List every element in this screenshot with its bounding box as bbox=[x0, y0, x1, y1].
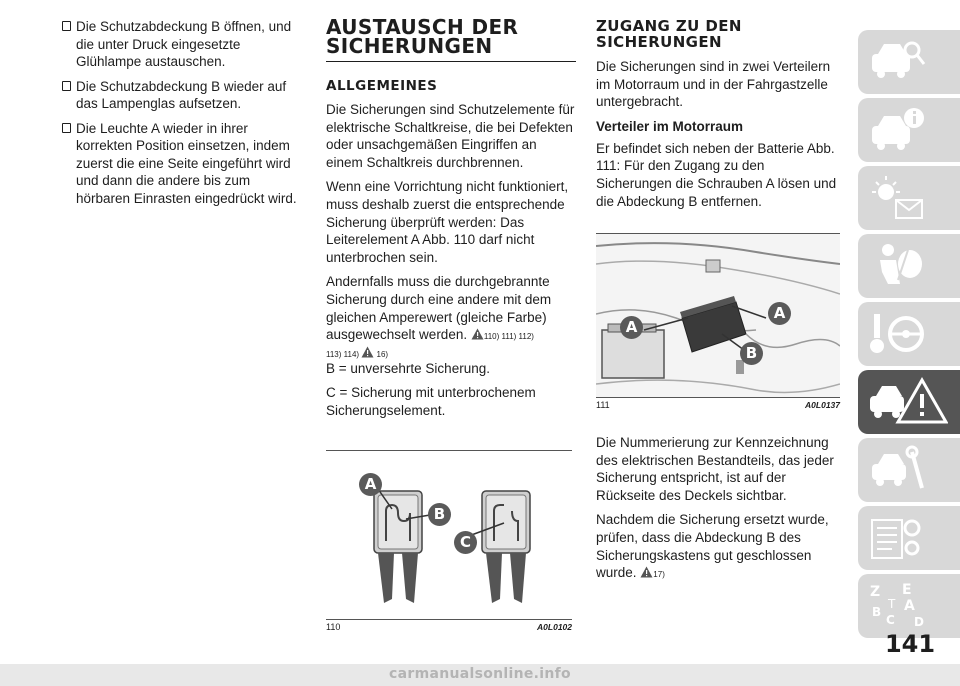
section-title: ZUGANG ZU DEN SICHERUNGEN bbox=[596, 17, 742, 51]
svg-text:C: C bbox=[886, 613, 895, 627]
callout-a: A bbox=[620, 316, 643, 339]
index-abc-icon bbox=[868, 580, 928, 632]
car-service-icon bbox=[868, 444, 928, 496]
tab-safety[interactable] bbox=[858, 234, 960, 298]
paragraph: Die Sicherungen sind in zwei Verteilern im Motorraum und in der Fahrgastzelle untergebracht. bbox=[596, 59, 831, 110]
svg-text:B: B bbox=[872, 605, 882, 619]
list-item: Die Schutzabdeckung B öffnen, und die unter Druck eingesetzte Glühlampe austauschen. bbox=[62, 18, 300, 71]
tab-technical-data[interactable] bbox=[858, 506, 960, 570]
figure-code: A0L0102 bbox=[537, 622, 572, 632]
car-search-icon bbox=[868, 36, 928, 88]
reference-numbers: 110) 111) 112) bbox=[483, 332, 534, 342]
list-item: Die Schutzabdeckung B wieder auf das Lampenglas aufsetzen. bbox=[62, 78, 300, 113]
paragraph: Die Nummerierung zur Kennzeichnung des elektrischen Bestandteils, das jeder Sicherung entspricht, ist auf der Rückseite des Deckels sichtbar. bbox=[596, 435, 834, 503]
subheading: Verteiler im Motorraum bbox=[596, 118, 744, 134]
callout-a: A bbox=[768, 302, 791, 325]
subsection-title: ALLGEMEINES bbox=[326, 78, 438, 94]
paragraph: Er befindet sich neben der Batterie Abb. 111: Für den Zugang zu den Sicherungen die Schrauben A lösen und die Abdeckung B entfernen. bbox=[596, 140, 837, 209]
callout-a: A bbox=[359, 473, 382, 496]
section-title: AUSTAUSCH DER SICHERUNGEN bbox=[326, 18, 576, 62]
paragraph: Andernfalls muss die durchgebrannte Sicherung durch eine andere mit dem gleichen Amperewert (gleiche Farbe) ausgewechselt werden. 110) 111) 112) bbox=[326, 274, 552, 343]
watermark: carmanualsonline.info bbox=[389, 666, 571, 682]
reference-line: 113) 114) 16) bbox=[326, 346, 576, 360]
tab-emergency[interactable] bbox=[858, 370, 960, 434]
figure-code: A0L0137 bbox=[805, 400, 840, 410]
svg-text:Z: Z bbox=[870, 584, 881, 600]
figure-111 bbox=[596, 233, 840, 410]
steering-key-icon bbox=[868, 308, 928, 360]
reference-numbers: 17) bbox=[653, 570, 665, 580]
svg-text:D: D bbox=[914, 615, 924, 629]
paragraph: Nachdem die Sicherung ersetzt wurde, prüfen, dass die Abdeckung B des Sicherungskastens gut geschlossen wurde. 17) bbox=[596, 512, 829, 581]
airbag-icon bbox=[868, 240, 928, 292]
warning-icon bbox=[361, 346, 374, 358]
checkbox-icon bbox=[62, 81, 71, 91]
figure-number: 110 bbox=[326, 622, 341, 632]
tab-starting-driving[interactable] bbox=[858, 302, 960, 366]
column-3-continued bbox=[596, 434, 842, 591]
car-info-icon bbox=[868, 104, 928, 156]
column-1 bbox=[62, 18, 300, 214]
svg-text:T: T bbox=[888, 597, 896, 611]
paragraph: Wenn eine Vorrichtung nicht funktioniert, muss deshalb zuerst die entsprechende Sicherung überprüft werden: Das Leiterelement A Abb. 110 darf nicht unterbrochen sein. bbox=[326, 179, 569, 265]
tab-car-search[interactable] bbox=[858, 30, 960, 94]
list-item: Die Leuchte A wieder in ihrer korrekten Position einsetzen, indem zuerst die eine Seite eingeführt wird und dann die andere bis zum hörbaren Einrasten eingedrückt wird. bbox=[62, 120, 300, 208]
paragraph: C = Sicherung mit unterbrochenem Sicherungselement. bbox=[326, 385, 536, 418]
paragraph: B = unversehrte Sicherung. bbox=[326, 360, 490, 376]
checkbox-icon bbox=[62, 123, 71, 133]
tab-maintenance[interactable] bbox=[858, 438, 960, 502]
warning-icon bbox=[640, 566, 653, 578]
svg-text:E: E bbox=[902, 582, 912, 598]
checkbox-icon bbox=[62, 21, 71, 31]
chapter-sidebar bbox=[858, 30, 960, 642]
warning-light-mail-icon bbox=[868, 172, 928, 224]
figure-number: 111 bbox=[596, 400, 610, 410]
warning-icon bbox=[471, 328, 484, 340]
callout-b: B bbox=[428, 503, 451, 526]
svg-text:A: A bbox=[904, 598, 915, 614]
callout-b: B bbox=[740, 342, 763, 365]
settings-list-icon bbox=[868, 512, 928, 564]
paragraph: Die Sicherungen sind Schutzelemente für elektrische Schaltkreise, die bei Defekten oder unsachgemäßen Eingriffen an einem Schaltkreis durchbrennen. bbox=[326, 102, 575, 170]
callout-c: C bbox=[454, 531, 477, 554]
tab-warning-lights[interactable] bbox=[858, 166, 960, 230]
tab-index[interactable] bbox=[858, 574, 960, 638]
tab-car-info[interactable] bbox=[858, 98, 960, 162]
column-2 bbox=[326, 15, 576, 427]
page-number: 141 bbox=[884, 630, 936, 658]
figure-110 bbox=[326, 450, 572, 632]
breakdown-icon bbox=[868, 376, 948, 428]
column-3 bbox=[596, 18, 842, 217]
